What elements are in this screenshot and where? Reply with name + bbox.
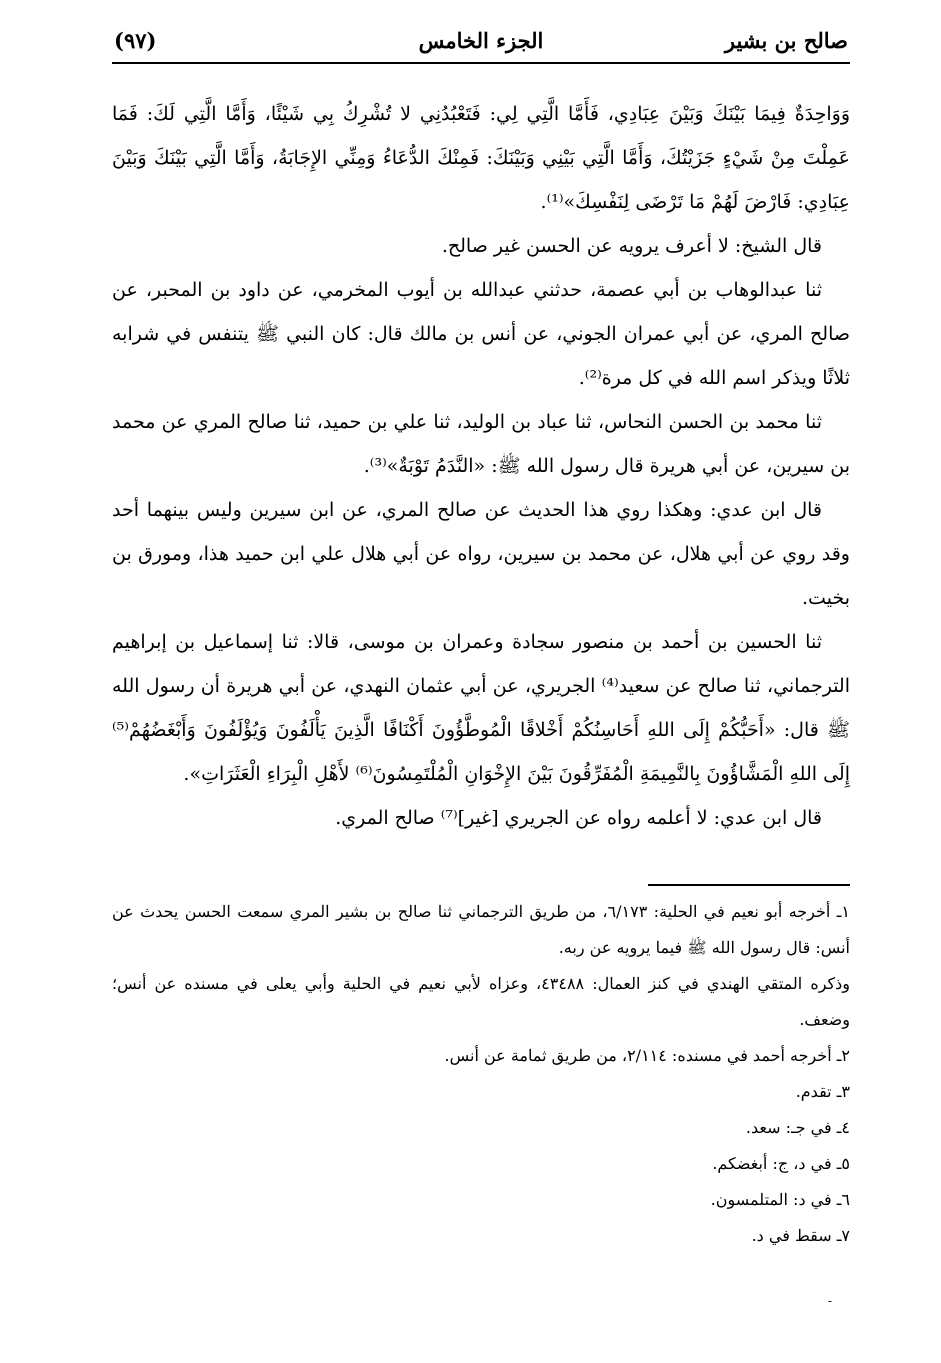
footnote-6: ٦ـ في د: المتلمسون. xyxy=(710,1190,850,1209)
paragraph-sheikh-comment: قال الشيخ: لا أعرف يرويه عن الحسن غير صالح. xyxy=(441,235,822,257)
footnote-divider xyxy=(648,884,850,886)
footnote-7: ٧ـ سقط في د. xyxy=(751,1226,850,1245)
footnote-2: ٢ـ أخرجه أحمد في مسنده: ٢/١١٤، من طريق ثمامة عن أنس. xyxy=(444,1046,850,1065)
footnote-5: ٥ـ في د، ج: أبغضكم. xyxy=(712,1154,850,1173)
paragraph-isnad-anas: ثنا عبدالوهاب بن أبي عصمة، حدثني عبدالله بن أيوب المخرمي، عن داود بن المحبر، عن صالح المري، عن أبي عمران الجوني، عن أنس بن مالك قال: كان النبي ﷺ يتنفس في شرابه ثلاثًا ويذكر اسم الله في كل مرة⁽²⁾. xyxy=(112,279,850,389)
header-volume: الجزء الخامس xyxy=(418,28,544,53)
footnotes xyxy=(112,894,850,1254)
header-author: صالح بن بشير xyxy=(724,28,848,53)
footnote-3: ٣ـ تقدم. xyxy=(795,1082,850,1101)
paragraph-isnad-abu-hurayra: ثنا محمد بن الحسن النحاس، ثنا عباد بن الوليد، ثنا علي بن حميد، ثنا صالح المري عن محمد بن سيرين، عن أبي هريرة قال رسول الله ﷺ: «النَّدَمُ تَوْبَةٌ»⁽³⁾. xyxy=(112,411,850,477)
footnote-4: ٤ـ في جـ: سعد. xyxy=(745,1118,850,1137)
footnote-1-continued: وذكره المتقي الهندي في كنز العمال: ٤٣٤٨٨، وعزاه لأبي نعيم في الحلية وأبي يعلى في مسنده عن أنس؛ وضعف. xyxy=(112,974,851,1029)
corner-mark: - xyxy=(828,1294,833,1308)
paragraph-hadith-continuation: وَوَاحِدَةٌ فِيمَا بَيْنَكَ وَبَيْنَ عِبَادِي، فَأَمَّا الَّتِي لِي: فَتَعْبُدُنِي لا تُشْرِكُ بِي شَيْئًا، وَأَمَّا الَّتِي لَكَ: فَمَا عَمِلْتَ مِنْ شَيْءٍ جَزَيْتُكَ، وَأَمَّا الَّتِي بَيْنِي وَبَيْنَكَ: فَمِنْكَ الدُّعَاءُ وَمِنِّي الإِجَابَةُ، وَأَمَّا الَّتِي بَيْنَكَ وَبَيْنَ عِبَادِي: فَارْضَ لَهُمْ مَا تَرْضَى لِنَفْسِكَ»⁽¹⁾. xyxy=(112,103,850,213)
footnote-1: ١ـ أخرجه أبو نعيم في الحلية: ٦/١٧٣، من طريق الترجماني ثنا صالح بن بشير المري سمعت الحسن يحدث عن أنس: قال رسول الله ﷺ فيما يرويه عن ربه. xyxy=(112,902,851,957)
paragraph-ibn-adi-comment: قال ابن عدي: وهكذا روي هذا الحديث عن صالح المري، عن ابن سيرين وليس بينهما أحد وقد روي عن أبي هلال، عن محمد بن سيرين، رواه عن أبي هلال علي ابن حميد هذا، ومورق بن بخيت. xyxy=(112,499,850,609)
paragraph-ibn-adi-closing: قال ابن عدي: لا أعلمه رواه عن الجريري [غير]⁽⁷⁾ صالح المري. xyxy=(335,807,822,829)
main-text xyxy=(112,92,850,840)
paragraph-isnad-sajjada: ثنا الحسين بن أحمد بن منصور سجادة وعمران بن موسى، قالا: ثنا إسماعيل بن إبراهيم الترجماني، ثنا صالح عن سعيد⁽⁴⁾ الجريري، عن أبي عثمان النهدي، عن أبي هريرة أن رسول الله ﷺ قال: «أَحَبُّكُمْ إِلَى اللهِ أَحَاسِنُكُمْ أَخْلاقًا الْمُوطَّؤُونَ أَكْنَافًا الَّذِينَ يَأْلَفُونَ وَيُؤْلَفُونَ وَأَبْغَضُهُمْ⁽⁵⁾ إِلَى اللهِ الْمَشَّاؤُونَ بِالنَّمِيمَةِ الْمُفَرِّقُونَ بَيْنَ الإِخْوَانِ الْمُلْتَمِسُونَ⁽⁶⁾ لأَهْلِ الْبِرَاءِ الْعَثَرَاتِ». xyxy=(112,631,851,785)
running-header xyxy=(112,14,850,64)
page-number: (٩٧) xyxy=(114,28,157,53)
